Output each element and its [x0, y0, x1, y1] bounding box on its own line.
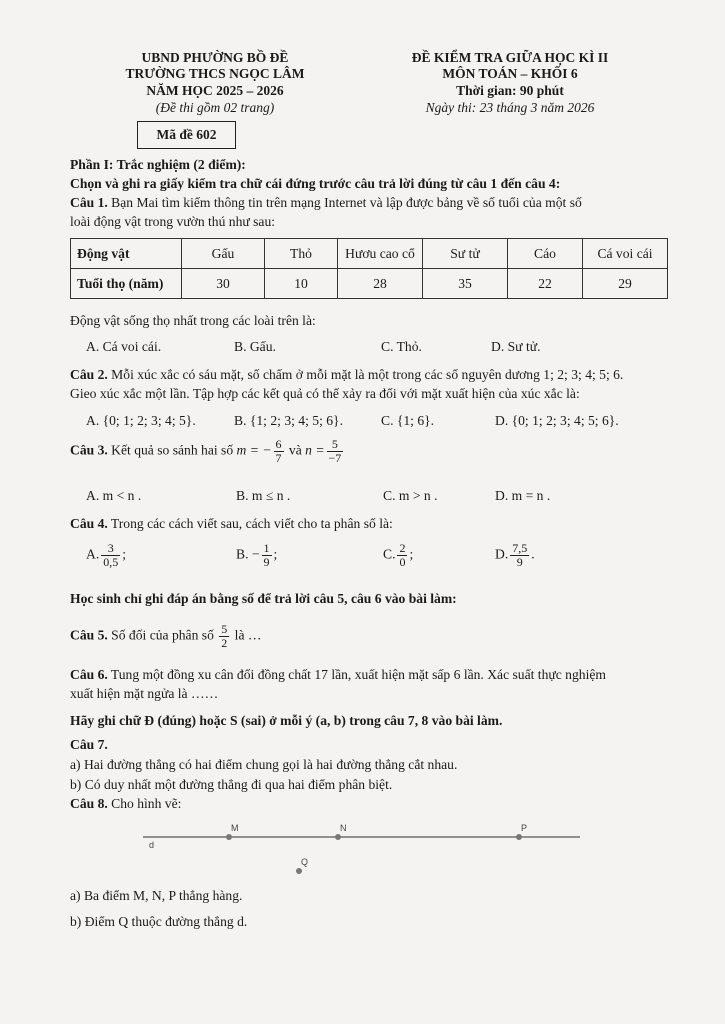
label-n: N [340, 823, 347, 833]
q4-text: Trong các cách viết sau, cách viết cho ta phân số là: [107, 516, 393, 531]
point-m [226, 834, 232, 840]
table-cell: 29 [583, 269, 668, 299]
part1-title: Phần I: Trắc nghiệm (2 điểm): [70, 157, 246, 172]
fraction-denominator: −7 [328, 451, 342, 465]
q3-option-b: B. m ≤ n . [236, 488, 291, 503]
table-cell: 10 [265, 269, 338, 299]
fraction-denominator: 9 [263, 555, 270, 569]
table-cell: Động vật [71, 239, 182, 269]
table-cell: Cáo [508, 239, 583, 269]
q1-option-c: C. Thỏ. [381, 339, 422, 354]
q3-and: và [285, 442, 306, 458]
q7-label: Câu 7. [70, 737, 108, 752]
exam-date: Ngày thi: 23 tháng 3 năm 2026 [425, 100, 595, 115]
q8-text: Cho hình vẽ: [107, 796, 182, 811]
instruction-q7-q8: Hãy ghi chữ Đ (đúng) hoặc S (sai) ở mỗi ý (a, b) trong câu 7, 8 vào bài làm. [70, 713, 503, 728]
fraction-numerator: 7,5 [512, 541, 528, 555]
table-cell: Hươu cao cổ [338, 239, 423, 269]
table-cell: Sư tử [423, 239, 508, 269]
page-count-note: (Đề thi gồm 02 trang) [155, 100, 275, 115]
separator: ; [273, 546, 278, 562]
q8-statement-b: b) Điểm Q thuộc đường thẳng d. [70, 914, 248, 929]
duration: Thời gian: 90 phút [456, 83, 564, 98]
table-cell: 35 [423, 269, 508, 299]
q2-option-b: B. {1; 2; 3; 4; 5; 6}. [234, 413, 343, 428]
fraction-denominator: 0 [399, 555, 406, 569]
q7-statement-b: b) Có duy nhất một đường thẳng đi qua hai điểm phân biệt. [70, 777, 393, 792]
table-cell: 30 [182, 269, 265, 299]
q1-label: Câu 1. [70, 195, 108, 210]
q1-text1: Bạn Mai tìm kiếm thông tin trên mạng Internet và lập được bảng về số tuổi của một số [107, 195, 582, 210]
option-letter: C. [383, 546, 396, 562]
q6-text2: xuất hiện mặt ngửa là …… [70, 686, 219, 701]
label-q: Q [301, 857, 309, 867]
fraction-numerator: 3 [101, 542, 120, 556]
school-name: TRƯỜNG THCS NGỌC LÂM [125, 66, 305, 81]
table-cell: 22 [508, 269, 583, 299]
q1-question: Động vật sống thọ nhất trong các loài trên là: [70, 313, 316, 328]
q1-option-d: D. Sư tử. [491, 339, 541, 354]
fraction-denominator: 2 [221, 636, 228, 650]
q3-m-expr: m = − [236, 442, 272, 458]
q2-text1: Mỗi xúc xắc có sáu mặt, số chấm ở mỗi mặt là một trong các số nguyên dương 1; 2; 3; 4; 5; 6. [107, 367, 624, 382]
q2-option-a: A. {0; 1; 2; 3; 4; 5}. [86, 413, 196, 428]
label-p: P [521, 823, 528, 833]
subject: MÔN TOÁN – KHỐI 6 [442, 66, 578, 81]
part1-instruction: Chọn và ghi ra giấy kiểm tra chữ cái đứng trước câu trả lời đúng từ câu 1 đến câu 4: [70, 176, 561, 191]
q6-label: Câu 6. [70, 667, 108, 682]
q3-text: Kết quả so sánh hai số [107, 442, 237, 458]
option-letter: D. [495, 546, 509, 562]
q5-label: Câu 5. [70, 627, 108, 643]
period: . [531, 546, 535, 562]
label-m: M [231, 823, 239, 833]
fraction-numerator: 5 [221, 622, 228, 636]
q3-option-c: C. m > n . [383, 488, 438, 503]
school-year: NĂM HỌC 2025 – 2026 [146, 83, 284, 98]
point-n [335, 834, 341, 840]
fraction-denominator: 0,5 [103, 555, 119, 569]
q5-tail: là … [231, 627, 262, 643]
q3-option-a: A. m < n . [86, 488, 142, 503]
label-d: d [149, 840, 155, 850]
q8-label: Câu 8. [70, 796, 108, 811]
q3-n-expr: n = [305, 442, 325, 458]
table-cell: Tuổi thọ (năm) [71, 269, 182, 299]
fraction-numerator: 1 [263, 541, 270, 555]
point-p [516, 834, 522, 840]
fraction-numerator: 6 [275, 437, 282, 451]
district-name: UBND PHƯỜNG BỒ ĐỀ [141, 50, 289, 65]
q4-label: Câu 4. [70, 516, 108, 531]
point-q [296, 868, 302, 874]
table-cell: Thỏ [265, 239, 338, 269]
separator: ; [409, 546, 414, 562]
q6-text1: Tung một đồng xu cân đối đồng chất 17 lần, xuất hiện mặt sấp 6 lần. Xác suất thực nghiệm [107, 667, 606, 682]
separator: ; [122, 546, 126, 562]
table-cell: 28 [338, 269, 423, 299]
fraction-numerator: 2 [399, 541, 406, 555]
q1-text2: loài động vật trong vườn thú như sau: [70, 214, 276, 229]
q2-option-c: C. {1; 6}. [381, 413, 435, 428]
q7-statement-a: a) Hai đường thẳng có hai điểm chung gọi là hai đường thẳng cắt nhau. [70, 757, 458, 772]
table-cell: Gấu [182, 239, 265, 269]
instruction-q5-q6: Học sinh chỉ ghi đáp án bằng số để trả lời câu 5, câu 6 vào bài làm: [70, 591, 457, 606]
q8-statement-a: a) Ba điểm M, N, P thẳng hàng. [70, 888, 243, 903]
exam-title: ĐỀ KIỂM TRA GIỮA HỌC KÌ II [411, 50, 609, 65]
q2-text2: Gieo xúc xắc một lần. Tập hợp các kết quả có thể xảy ra đối với mặt xuất hiện của xúc xắc là: [70, 386, 580, 401]
option-letter: A. [86, 546, 100, 562]
q3-label: Câu 3. [70, 442, 108, 458]
q5-text: Số đối của phân số [107, 627, 218, 643]
q2-option-d: D. {0; 1; 2; 3; 4; 5; 6}. [495, 413, 619, 428]
table-cell: Cá voi cái [583, 239, 668, 269]
q1-option-b: B. Gấu. [234, 339, 276, 354]
q3-option-d: D. m = n . [495, 488, 551, 503]
fraction-numerator: 5 [327, 438, 344, 452]
q1-option-a: A. Cá voi cái. [86, 339, 162, 354]
fraction-denominator: 9 [516, 555, 523, 569]
fraction-denominator: 7 [275, 451, 282, 465]
exam-code: Mã đề 602 [137, 121, 236, 149]
option-letter: B. − [236, 546, 260, 562]
q2-label: Câu 2. [70, 367, 108, 382]
